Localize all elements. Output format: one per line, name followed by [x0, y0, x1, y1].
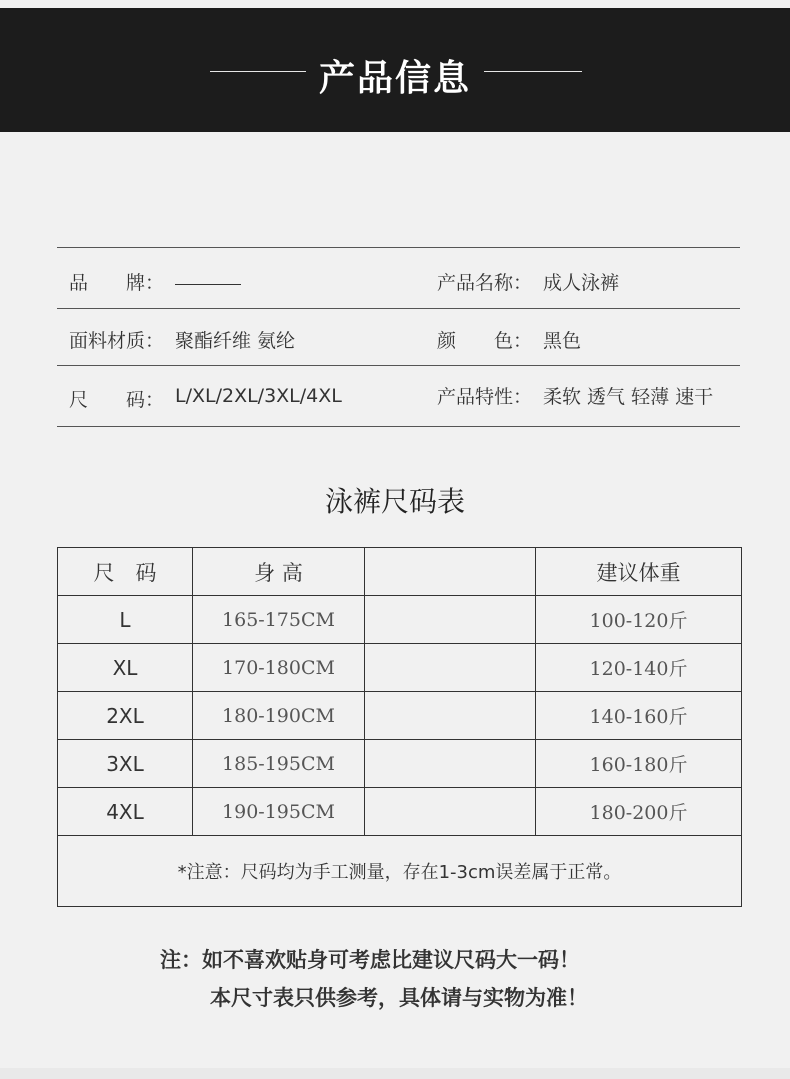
weight-cell: 140-160斤: [536, 692, 742, 740]
header-height: 身 高: [193, 548, 365, 596]
size-cell: 4XL: [58, 788, 193, 836]
bottom-note-line-1: 注：如不喜欢贴身可考虑比建议尺码大一码！: [160, 947, 580, 972]
brand-label: 品 牌：: [69, 272, 165, 294]
size-chart-title: 泳裤尺码表: [324, 485, 465, 518]
brand-blank-line: [175, 268, 241, 285]
height-cell: 185-195CM: [193, 740, 365, 788]
info-row-size: [57, 365, 740, 427]
blank-cell: [365, 692, 536, 740]
blank-cell: [365, 596, 536, 644]
weight-cell: 180-200斤: [536, 788, 742, 836]
size-chart-table: [57, 547, 742, 907]
product-name-label: 产品名称：: [437, 272, 533, 294]
table-row: [58, 788, 742, 836]
size-label: 尺 码：: [69, 389, 165, 411]
blank-cell: [365, 788, 536, 836]
product-info-table: [57, 247, 740, 427]
title-divider-left: [210, 71, 306, 72]
top-strip: [0, 0, 790, 8]
size-chart-header-row: [58, 548, 742, 596]
header-size: 尺 码: [58, 548, 193, 596]
page-title: 产品信息: [318, 58, 471, 99]
size-cell: L: [58, 596, 193, 644]
bottom-note-line-2: 本尺寸表只供参考，具体请与实物为准！: [210, 985, 588, 1010]
weight-cell: 160-180斤: [536, 740, 742, 788]
table-row: [58, 740, 742, 788]
header-banner: [0, 8, 790, 132]
color-value: 黑色: [543, 330, 582, 352]
size-value: L/XL/2XL/3XL/4XL: [175, 385, 342, 407]
measurement-note: *注意：尺码均为手工测量，存在1-3cm误差属于正常。: [58, 836, 742, 907]
info-row-fabric: [57, 308, 740, 365]
fabric-value: 聚酯纤维 氨纶: [175, 330, 296, 352]
size-cell: 3XL: [58, 740, 193, 788]
size-cell: 2XL: [58, 692, 193, 740]
info-row-brand: [57, 247, 740, 308]
weight-cell: 120-140斤: [536, 644, 742, 692]
product-name-value: 成人泳裤: [543, 272, 620, 294]
table-row: [58, 692, 742, 740]
brand-value: [175, 268, 241, 290]
height-cell: 190-195CM: [193, 788, 365, 836]
blank-cell: [365, 644, 536, 692]
features-label: 产品特性：: [437, 386, 533, 408]
fabric-label: 面料材质：: [69, 330, 165, 352]
height-cell: 180-190CM: [193, 692, 365, 740]
size-chart-note-row: [58, 836, 742, 907]
table-row: [58, 596, 742, 644]
weight-cell: 100-120斤: [536, 596, 742, 644]
height-cell: 165-175CM: [193, 596, 365, 644]
header-weight: 建议体重: [536, 548, 742, 596]
table-row: [58, 644, 742, 692]
bottom-strip: [0, 1068, 790, 1079]
features-value: 柔软 透气 轻薄 速干: [543, 386, 714, 408]
blank-cell: [365, 740, 536, 788]
height-cell: 170-180CM: [193, 644, 365, 692]
size-cell: XL: [58, 644, 193, 692]
title-divider-right: [484, 71, 582, 72]
color-label: 颜 色：: [437, 330, 533, 352]
header-blank: [365, 548, 536, 596]
